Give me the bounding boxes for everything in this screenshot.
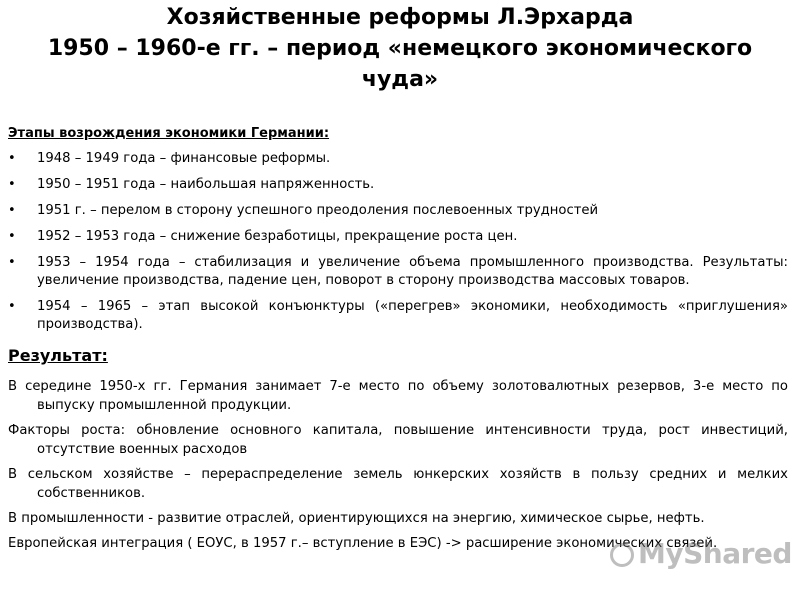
watermark-text: MyShared bbox=[638, 537, 792, 570]
bullet-icon: • bbox=[8, 151, 16, 166]
result-paragraph: Европейская интеграция ( ЕОУС, в 1957 г.– вступление в ЕЭС) -> расширение экономических связей. bbox=[8, 536, 718, 551]
list-item bbox=[8, 202, 788, 220]
bullet-icon: • bbox=[8, 299, 16, 314]
title-line-2: 1950 – 1960-е гг. – период «немецкого экономического bbox=[47, 36, 753, 61]
watermark bbox=[610, 537, 792, 570]
list-item bbox=[8, 176, 788, 194]
stage-text: 1954 – 1965 – этап высокой конъюнктуры («перегрев» экономики, необходимость «приглушения» производства). bbox=[37, 299, 788, 332]
result-heading: Результат: bbox=[8, 346, 108, 365]
list-item bbox=[8, 150, 788, 168]
bullet-icon: • bbox=[8, 229, 16, 244]
stage-text: 1951 г. – перелом в сторону успешного преодоления послевоенных трудностей bbox=[37, 203, 599, 218]
result-paragraph: В середине 1950-х гг. Германия занимает 7-е место по объему золотовалютных резервов, 3-е место по выпуску промышленной продукции. bbox=[8, 379, 788, 413]
bullet-icon: • bbox=[8, 255, 16, 270]
results-block bbox=[8, 377, 788, 559]
bullet-icon: • bbox=[8, 203, 16, 218]
slide-title bbox=[40, 2, 760, 95]
list-item bbox=[8, 228, 788, 246]
stages-heading: Этапы возрождения экономики Германии: bbox=[8, 126, 330, 141]
stages-list bbox=[8, 150, 788, 342]
result-paragraph: В промышленности - развитие отраслей, ориентирующихся на энергию, химическое сырье, нефть. bbox=[8, 511, 705, 526]
title-line-3: чуда» bbox=[361, 67, 439, 92]
stage-text: 1950 – 1951 года – наибольшая напряженность. bbox=[37, 177, 375, 192]
stage-text: 1953 – 1954 года – стабилизация и увеличение объема промышленного производства. Результаты: увеличение производства, падение цен, поворот в сторону производства массовых товаров. bbox=[37, 255, 788, 288]
bullet-icon: • bbox=[8, 177, 16, 192]
stage-text: 1952 – 1953 года – снижение безработицы, прекращение роста цен. bbox=[37, 229, 518, 244]
list-item bbox=[8, 298, 788, 334]
watermark-logo-icon bbox=[610, 543, 634, 567]
result-paragraph: В сельском хозяйстве – перераспределение земель юнкерских хозяйств в пользу средних и мелких собственников. bbox=[8, 467, 788, 501]
stage-text: 1948 – 1949 года – финансовые реформы. bbox=[37, 151, 331, 166]
list-item bbox=[8, 254, 788, 290]
result-paragraph: Факторы роста: обновление основного капитала, повышение интенсивности труда, рост инвестиций, отсутствие военных расходов bbox=[8, 423, 788, 457]
title-line-1: Хозяйственные реформы Л.Эрхарда bbox=[166, 5, 634, 30]
